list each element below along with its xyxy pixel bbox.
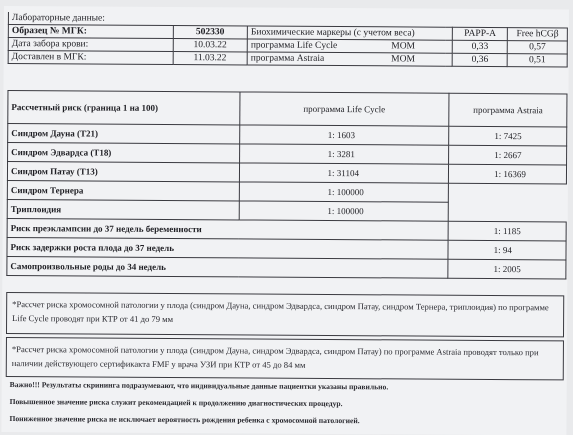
risk-lifecycle-value: 1: 3281 (239, 144, 449, 164)
important-line: Повышенное значение риска служит рекомендацией к продолжению диагностических процедур. (9, 397, 343, 409)
note-astraia-text: *Рассчет риска хромосомной патологии у плода (синдром Дауна, синдром Эдвардса, синдром Патау) по программе Astraia проводят только при наличии действующего сертификакта FMF у врача УЗИ при КТР от 45 до 84 мм (11, 344, 539, 370)
lab-row (8, 51, 567, 67)
note-lifecycle (6, 292, 564, 337)
risk-astraia-value: 1: 16369 (449, 164, 567, 184)
important-line: Пониженное значение риска не исключает вероятность рождения ребенка с хромосомной патологией. (9, 414, 360, 426)
lab-hcg-value: 0,51 (508, 54, 568, 67)
lab-hcg-header: Free hCGβ (508, 28, 568, 41)
risk-col-lifecycle: программа Life Cycle (239, 92, 449, 126)
risk-row-label: Триплоидия (7, 200, 239, 220)
risk-astraia-value: 1: 7425 (449, 126, 567, 146)
lab-row-value: 11.03.22 (173, 52, 248, 65)
risk-lifecycle-value: 1: 31104 (239, 163, 449, 183)
risk-astraia-value: 1: 2667 (449, 145, 567, 165)
risk-lifecycle-value: 1: 100000 (239, 201, 449, 221)
lab-program-name: программа Life Cycle (250, 40, 338, 52)
important-block (9, 378, 565, 432)
lab-pappa-value: 0,33 (452, 40, 507, 53)
lab-unit: МОМ (391, 41, 416, 52)
risk-row-label: Синдром Эдвардса (Т18) (8, 143, 240, 163)
lab-row-label: Образец № МГК: (8, 25, 173, 39)
risk-row-label: Синдром Дауна (Т21) (8, 124, 240, 144)
important-line: Важно!!! Результаты скрининга подразумевают, что индивидуальные данные пациентки указаны правильно. (9, 380, 389, 392)
risk-table (6, 90, 567, 279)
lab-row-program (247, 52, 446, 66)
risk-extra-label: Риск преэклампсии до 37 недель беременности (7, 219, 448, 241)
note-astraia (6, 337, 564, 380)
lab-hcg-value: 0,57 (508, 41, 568, 54)
risk-title: Рассчетный риск (граница 1 на 100) (8, 91, 240, 125)
risk-extra-row (7, 257, 566, 279)
lab-data-table (8, 12, 568, 67)
risk-row-label: Синдром Тернера (7, 181, 239, 201)
lab-header: Лабораторные данные: (8, 12, 567, 28)
note-lifecycle-text: *Рассчет риска хромосомной патологии у плода (синдром Дауна, синдром Эдвардса, синдром Патау, синдром Тернера, триплоидия) по программе Life Cycle проводят при КТР от 41 до 79 мм (12, 299, 549, 325)
lab-pappa-header: PAPP-A (452, 27, 507, 40)
lab-unit: МОМ (391, 54, 415, 65)
risk-extra-value: 1: 94 (448, 240, 566, 260)
risk-lifecycle-value: 1: 100000 (239, 182, 449, 202)
report-sheet (1, 6, 569, 435)
lab-pappa-value: 0,36 (452, 53, 507, 66)
lab-program-name: программа Astraia (250, 53, 325, 64)
risk-extra-label: Риск задержки роста плода до 37 недель (7, 238, 448, 260)
lab-row-value: 10.03.22 (173, 39, 248, 52)
risk-extra-value: 1: 2005 (448, 259, 566, 279)
lab-row-label: Доставлен в МГК: (8, 51, 173, 65)
lab-row-label: Дата забора крови: (8, 38, 173, 52)
risk-lifecycle-value: 1: 1603 (239, 125, 449, 145)
risk-extra-value: 1: 1185 (448, 221, 566, 241)
risk-extra-label: Самопроизвольные роды до 34 недель (7, 257, 448, 279)
lab-row-value: 502330 (173, 26, 248, 39)
risk-col-astraia: программа Astraia (449, 93, 567, 127)
lab-row-program: Биохимические маркеры (с учетом веса) (247, 26, 452, 40)
lab-row-program (247, 39, 446, 53)
risk-row-label: Синдром Патау (Т13) (7, 162, 239, 182)
risk-astraia-empty (448, 183, 566, 222)
risk-header-row (8, 91, 567, 127)
